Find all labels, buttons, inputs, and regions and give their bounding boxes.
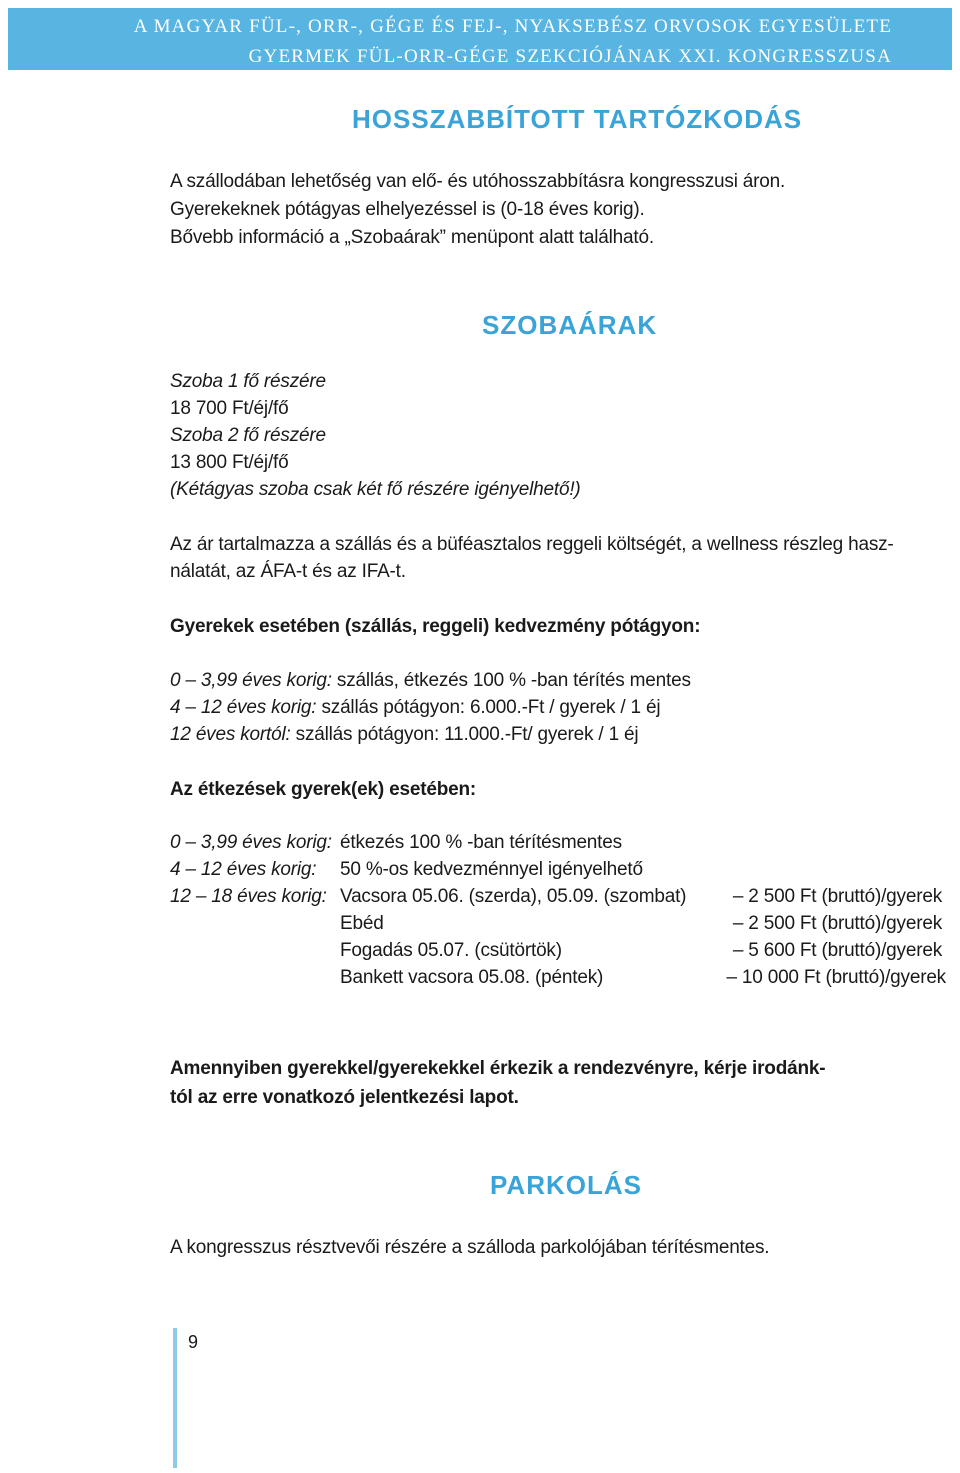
price-includes-line-1: Az ár tartalmazza a szállás és a büféasztalos reggeli költségét, a wellness részleg hasz- [170, 534, 894, 555]
double-room-price: 13 800 Ft/éj/fő [170, 452, 289, 473]
double-room-label: Szoba 2 fő részére [170, 425, 326, 446]
extended-stay-title: HOSSZABBÍTOTT TARTÓZKODÁS [352, 104, 803, 134]
header-line-2: GYERMEK FÜL-ORR-GÉGE SZEKCIÓJÁNAK XXI. KONGRESSZUSA [248, 46, 892, 67]
age-range: 12 éves kortól: [170, 724, 291, 745]
header-banner [8, 8, 952, 70]
price-includes-line-2: nálatát, az ÁFA-t és az IFA-t. [170, 561, 406, 582]
discount-text: szállás, étkezés 100 % -ban térítés mentes [331, 670, 691, 691]
meal-text-1: étkezés 100 % -ban térítésmentes [340, 832, 622, 853]
meal-item-price: – 10 000 Ft (bruttó)/gyerek [726, 967, 946, 988]
meal-age-3: 12 – 18 éves korig: [170, 886, 327, 907]
meal-item-name: Bankett vacsora 05.08. (péntek) [340, 967, 604, 988]
discount-text: szállás pótágyon: 6.000.-Ft / gyerek / 1 éj [316, 697, 661, 718]
meals-title: Az étkezések gyerek(ek) esetében: [170, 779, 477, 800]
meal-text-2: 50 %-os kedvezménnyel igényelhető [340, 859, 643, 880]
meal-item-name: Fogadás 05.07. (csütörtök) [340, 940, 562, 961]
meal-item-price: – 5 600 Ft (bruttó)/gyerek [732, 940, 942, 961]
notice-line-2: tól az erre vonatkozó jelentkezési lapot. [170, 1087, 519, 1108]
page-number: 9 [188, 1332, 199, 1352]
age-range: 4 – 12 éves korig: [170, 697, 317, 718]
page-number-bar [173, 1328, 177, 1468]
single-room-price: 18 700 Ft/éj/fő [170, 398, 289, 419]
meal-item-price: – 2 500 Ft (bruttó)/gyerek [732, 886, 942, 907]
extended-stay-line-3: Bővebb információ a „Szobaárak” menüpont alatt található. [170, 227, 654, 248]
age-range: 0 – 3,99 éves korig: [170, 670, 332, 691]
double-room-note: (Kétágyas szoba csak két fő részére igényelhető!) [170, 479, 581, 500]
extended-stay-line-1: A szállodában lehetőség van elő- és utóhosszabbításra kongresszusi áron. [170, 171, 786, 192]
discount-text: szállás pótágyon: 11.000.-Ft/ gyerek / 1 éj [290, 724, 639, 745]
meal-item-price: – 2 500 Ft (bruttó)/gyerek [732, 913, 942, 934]
parking-text: A kongresszus résztvevői részére a szálloda parkolójában térítésmentes. [170, 1237, 770, 1258]
room-prices-title: SZOBAÁRAK [482, 310, 658, 340]
meal-item-name: Vacsora 05.06. (szerda), 05.09. (szombat) [340, 886, 687, 907]
children-discount-row [170, 694, 660, 721]
extended-stay-line-2: Gyerekeknek pótágyas elhelyezéssel is (0-18 éves korig). [170, 199, 645, 220]
notice-line-1: Amennyiben gyerekkel/gyerekekkel érkezik a rendezvényre, kérje irodánk- [170, 1058, 826, 1079]
children-discount-row [170, 721, 638, 748]
parking-title: PARKOLÁS [490, 1170, 642, 1200]
children-discount-row [170, 667, 691, 694]
meal-age-2: 4 – 12 éves korig: [170, 859, 317, 880]
children-discount-title: Gyerekek esetében (szállás, reggeli) kedvezmény pótágyon: [170, 616, 701, 637]
single-room-label: Szoba 1 fő részére [170, 371, 326, 392]
meal-item-name: Ebéd [340, 913, 384, 934]
meal-age-1: 0 – 3,99 éves korig: [170, 832, 332, 853]
header-line-1: A MAGYAR FÜL-, ORR-, GÉGE ÉS FEJ-, NYAKSEBÉSZ ORVOSOK EGYESÜLETE [133, 16, 892, 37]
